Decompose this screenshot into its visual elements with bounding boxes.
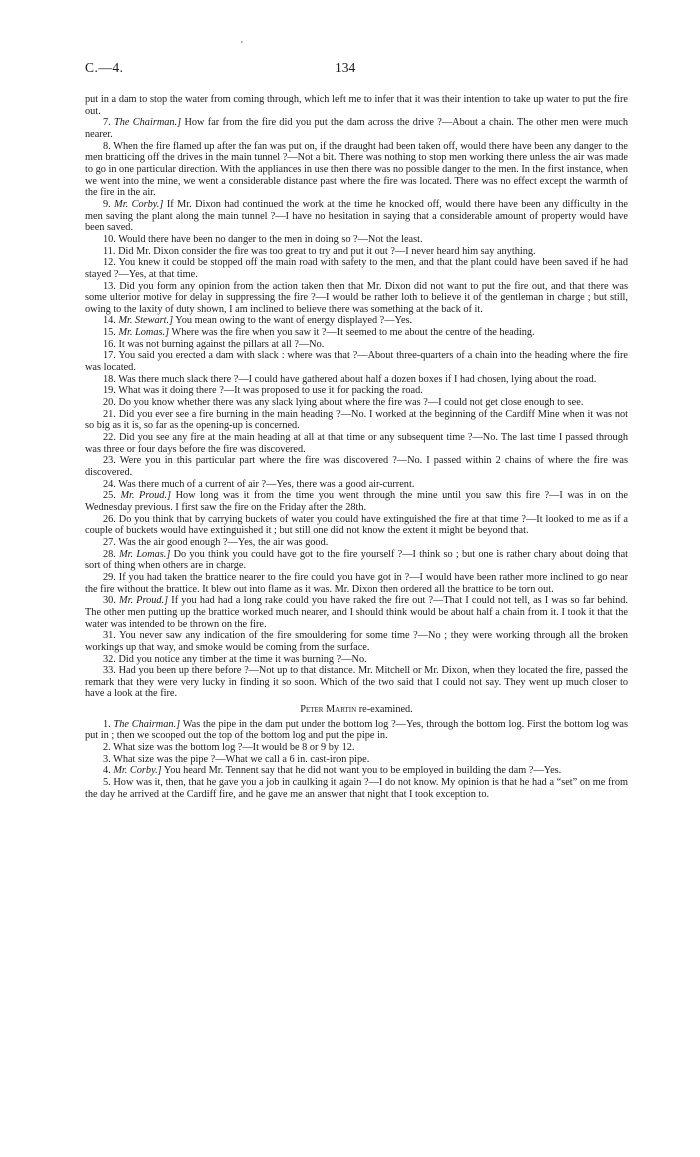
question-paragraph <box>85 719 628 742</box>
speaker-label: Mr. Corby.] <box>114 198 164 210</box>
question-answer-text: Did you notice any timber at the time it was burning ?—No. <box>118 653 367 665</box>
speaker-label: Mr. Stewart.] <box>118 315 174 327</box>
question-paragraph <box>85 654 628 666</box>
question-paragraph <box>85 327 628 339</box>
speaker-label: The Chairman.] <box>114 117 182 129</box>
speaker-label: Mr. Proud.] <box>119 595 169 607</box>
question-paragraph <box>85 537 628 549</box>
section-heading <box>85 704 628 716</box>
question-number: 1. <box>103 718 111 730</box>
question-paragraph <box>85 397 628 409</box>
question-answer-text: What size was the pipe ?—What we call a 6 in. cast-iron pipe. <box>113 753 370 765</box>
question-answer-text: Was there much of a current of air ?—Yes, there was a good air-current. <box>118 478 415 490</box>
question-answer-text: Was the pipe in the dam put under the bottom log ?—Yes, through the bottom log. First the bottom log was put in ; then we scooped out the top of the bottom log and put the pipe in. <box>85 718 628 742</box>
question-number: 4. <box>103 765 111 777</box>
question-answer-text: Did you see any fire at the main heading at all at that time or any subsequent time ?—No. The last time I passed through was three or four days before the fire was discovered. <box>85 432 628 455</box>
question-answer-text: You said you erected a dam with slack : where was that ?—About three-quarters of a chain into the heading where the fire was located. <box>85 350 628 374</box>
question-answer-text: Do you think you could have got to the fire yourself ?—I think so ; but one is rather chary about doing that sort of thing when others are in charge. <box>85 548 629 572</box>
question-paragraph <box>85 409 628 432</box>
question-number: 28. <box>103 548 116 560</box>
speaker-label: Mr. Proud.] <box>120 490 171 502</box>
question-number: 16. <box>103 338 116 350</box>
question-number: 32. <box>103 653 116 665</box>
question-answer-text: Do you think that by carrying buckets of water you could have extinguished the fire at that time ?—It looked to me as if a couple of buckets would have extinguished it ; but still one did not know the extent it might be beyond that. <box>85 513 629 537</box>
question-number: 31. <box>103 630 116 642</box>
question-number: 29. <box>103 571 116 583</box>
question-number: 12. <box>103 257 116 269</box>
question-answer-text: Did Mr. Dixon consider the fire was too great to try and put it out ?—I never heard him say anything. <box>118 245 536 257</box>
question-answer-text: It was not burning against the pillars at all ?—No. <box>118 338 325 350</box>
question-answer-text: You never saw any indication of the fire smouldering for some time ?—No ; they were working through all the broken workings up that way, and smoke would be coming from the surface. <box>85 630 628 653</box>
question-number: 33. <box>103 665 116 677</box>
question-paragraph <box>85 246 628 258</box>
question-number: 7. <box>103 117 111 129</box>
question-answer-text: Do you know whether there was any slack lying about where the fire was ?—I could not get close enough to see. <box>118 397 584 409</box>
speaker-label: Mr. Lomas.] <box>119 548 171 560</box>
question-number: 22. <box>103 432 116 444</box>
question-paragraph <box>85 549 628 572</box>
question-number: 21. <box>103 408 116 420</box>
question-number: 27. <box>103 536 116 548</box>
question-paragraph <box>85 374 628 386</box>
question-answer-text: Was there much slack there ?—I could have gathered about half a dozen boxes if I had chosen, lying about the road. <box>118 373 597 385</box>
question-number: 26. <box>103 513 116 525</box>
question-paragraph <box>85 630 628 653</box>
question-answer-text: You heard Mr. Tennent say that he did not want you to be employed in building the dam ?—Yes. <box>163 765 562 777</box>
question-number: 18. <box>103 373 116 385</box>
question-number: 8. <box>103 140 111 152</box>
question-paragraph <box>85 479 628 491</box>
question-paragraph <box>85 742 628 754</box>
question-answer-text: You knew it could be stopped off the main road with safety to the men, and that the plant could have been saved if he had stayed ?—Yes, at that time. <box>85 257 628 280</box>
question-answer-text: If you had had a long rake could you have raked the fire out ?—That I could not tell, as I was so far behind. The other men putting up the brattice worked much nearer, and I should think would be about half a chain from it. I took it that the water was intended to be thrown on the fire. <box>85 595 628 630</box>
question-paragraph <box>85 432 628 455</box>
document-reference: C.—4. <box>85 60 124 75</box>
question-number: 2. <box>103 742 111 754</box>
question-paragraph <box>85 765 628 777</box>
question-answer-text: What size was the bottom log ?—It would be 8 or 9 by 12. <box>113 742 355 754</box>
question-number: 23. <box>103 455 116 467</box>
question-answer-text: Was the air good enough ?—Yes, the air was good. <box>118 536 329 548</box>
question-number: 9. <box>103 198 111 210</box>
question-paragraph <box>85 665 628 700</box>
question-number: 13. <box>103 280 116 292</box>
question-answer-text: Did you ever see a fire burning in the main heading ?—No. I worked at the beginning of the Cardiff Mine when it was not so big as it is, so far as the opening-up is concerned. <box>85 408 628 432</box>
question-answer-text: How long was it from the time you went through the mine until you saw this fire ?—I was in on the Wednesday previous. I first saw the fire on the Friday after the 28th. <box>85 490 628 513</box>
page-number: 134 <box>335 60 356 75</box>
question-number: 25. <box>103 490 116 502</box>
question-paragraph <box>85 141 628 199</box>
section-heading-suffix: re-examined. <box>356 704 413 716</box>
question-answer-text: Would there have been no danger to the men in doing so ?—Not the least. <box>118 233 423 245</box>
question-paragraph <box>85 777 628 800</box>
question-answer-text: When the fire flamed up after the fan was put on, if the draught had been taken off, would there have been any danger to the men bratticing off the drives in the main tunnel ?—Not a bit. There was nothing to stop men working there unless the air was made to go in one particular direction. With the appliances in use then there was no possible danger to the men. In the first instance, when we went into the mine, we went a considerable distance past where the fire was located. There was no effect except the warmth of the fire in the air. <box>85 140 629 199</box>
question-answer-text: What was it doing there ?—It was proposed to use it for packing the road. <box>118 385 423 397</box>
question-answer-text: You mean owing to the want of energy displayed ?—Yes. <box>175 315 413 327</box>
question-paragraph <box>85 455 628 478</box>
stray-mark: ' <box>241 40 243 51</box>
question-paragraph <box>85 281 628 316</box>
intro-paragraph: put in a dam to stop the water from coming through, which left me to infer that it was their intention to take up water to put the fire out. <box>85 94 628 117</box>
witness-name: Peter Martin <box>300 704 357 716</box>
question-paragraph <box>85 257 628 280</box>
question-number: 20. <box>103 397 116 409</box>
question-number: 30. <box>103 595 116 607</box>
body-text <box>85 94 628 800</box>
speaker-label: Mr. Corby.] <box>113 765 162 777</box>
question-number: 24. <box>103 478 116 490</box>
question-answer-text: How was it, then, that he gave you a job in caulking it again ?—I do not know. My opinion is that he had a “set” on me from the day he arrived at the Cardiff fire, and he gave me an answer that night that I took exception to. <box>85 777 628 800</box>
question-paragraph <box>85 315 628 327</box>
question-number: 19. <box>103 385 116 397</box>
question-answer-text: Did you form any opinion from the action taken then that Mr. Dixon did not want to put the fire out, and that there was some ulterior motive for delay in suppressing the fire ?—I would be rather loth to believe it of the gentleman in charge ; but still, owing to the laxity of duty shown, I am inclined to believe there was something at the back of it. <box>85 280 628 315</box>
question-number: 5. <box>103 777 111 789</box>
question-paragraph <box>85 514 628 537</box>
question-answer-text: Had you been up there before ?—Not up to that distance. Mr. Mitchell or Mr. Dixon, when they located the fire, passed the remark that they were very lucky in finding it so soon. Which of the two said that I could not say. They went up much closer to have a look at the fire. <box>85 665 628 700</box>
question-number: 10. <box>103 233 116 245</box>
speaker-label: Mr. Lomas.] <box>118 327 170 339</box>
question-paragraph <box>85 595 628 630</box>
question-paragraph <box>85 490 628 513</box>
question-answer-text: If you had taken the brattice nearer to the fire could you have got in ?—I would have been rather more inclined to go near the fire without the brattice. It blew out into flame as it was. Mr. Dixon then ordered all the brattice to be torn out. <box>85 571 628 595</box>
question-paragraph <box>85 199 628 234</box>
question-number: 11. <box>103 245 116 257</box>
question-paragraph <box>85 350 628 373</box>
question-paragraph <box>85 572 628 595</box>
question-number: 3. <box>103 753 111 765</box>
question-paragraph <box>85 754 628 766</box>
question-answer-text: If Mr. Dixon had continued the work at the time he knocked off, would there have been any difficulty in the men saving the plant along the main tunnel ?—I have no hesitation in saying that a considerable amount of property would have been saved. <box>85 198 628 234</box>
question-paragraph <box>85 234 628 246</box>
question-paragraph <box>85 117 628 140</box>
question-answer-text: How far from the fire did you put the dam across the drive ?—About a chain. The other men were much nearer. <box>85 117 629 140</box>
question-number: 14. <box>103 315 116 327</box>
page-header <box>85 60 628 80</box>
speaker-label: The Chairman.] <box>113 718 181 730</box>
question-number: 17. <box>103 350 116 362</box>
question-number: 15. <box>103 327 116 339</box>
testimony-part-1 <box>85 117 628 700</box>
question-answer-text: Were you in this particular part where the fire was discovered ?—No. I passed within 2 chains of where the fire was discovered. <box>85 455 628 478</box>
testimony-part-2 <box>85 719 628 801</box>
question-paragraph <box>85 385 628 397</box>
question-answer-text: Where was the fire when you saw it ?—It seemed to me about the centre of the heading. <box>171 327 535 339</box>
question-paragraph <box>85 339 628 351</box>
